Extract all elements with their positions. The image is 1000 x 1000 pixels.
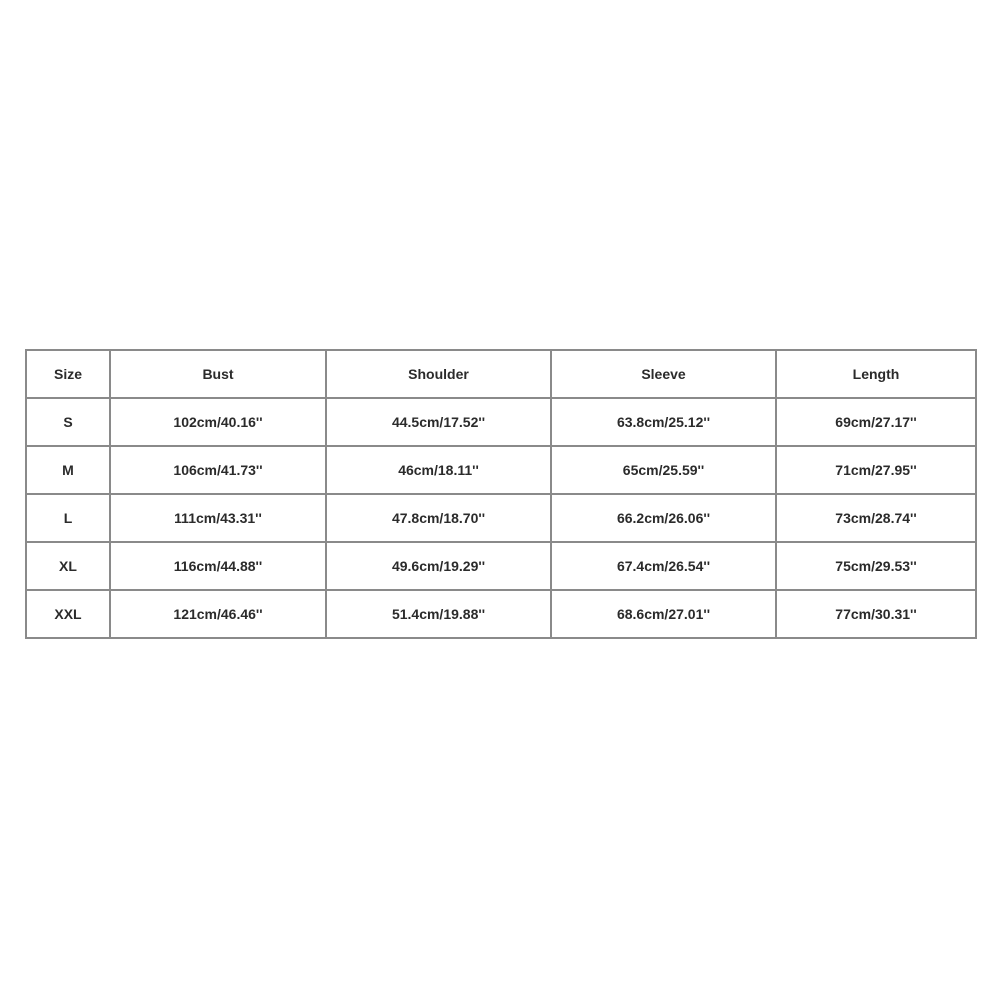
cell-sleeve: 67.4cm/26.54'' — [551, 542, 776, 590]
table-row — [26, 446, 976, 494]
cell-shoulder: 46cm/18.11'' — [326, 446, 551, 494]
cell-shoulder: 44.5cm/17.52'' — [326, 398, 551, 446]
cell-length: 69cm/27.17'' — [776, 398, 976, 446]
header-sleeve: Sleeve — [551, 350, 776, 398]
header-size: Size — [26, 350, 110, 398]
cell-size: M — [26, 446, 110, 494]
table-row — [26, 494, 976, 542]
table-row — [26, 542, 976, 590]
cell-sleeve: 66.2cm/26.06'' — [551, 494, 776, 542]
header-shoulder: Shoulder — [326, 350, 551, 398]
size-chart-table — [25, 349, 977, 639]
header-row — [26, 350, 976, 398]
cell-bust: 111cm/43.31'' — [110, 494, 326, 542]
cell-length: 73cm/28.74'' — [776, 494, 976, 542]
cell-bust: 102cm/40.16'' — [110, 398, 326, 446]
cell-length: 75cm/29.53'' — [776, 542, 976, 590]
table-body — [26, 398, 976, 638]
cell-sleeve: 63.8cm/25.12'' — [551, 398, 776, 446]
cell-shoulder: 51.4cm/19.88'' — [326, 590, 551, 638]
cell-bust: 106cm/41.73'' — [110, 446, 326, 494]
cell-size: XXL — [26, 590, 110, 638]
header-length: Length — [776, 350, 976, 398]
cell-length: 71cm/27.95'' — [776, 446, 976, 494]
cell-size: S — [26, 398, 110, 446]
cell-length: 77cm/30.31'' — [776, 590, 976, 638]
table-header — [26, 350, 976, 398]
cell-sleeve: 65cm/25.59'' — [551, 446, 776, 494]
cell-bust: 121cm/46.46'' — [110, 590, 326, 638]
table-row — [26, 398, 976, 446]
cell-size: L — [26, 494, 110, 542]
cell-shoulder: 47.8cm/18.70'' — [326, 494, 551, 542]
cell-size: XL — [26, 542, 110, 590]
cell-bust: 116cm/44.88'' — [110, 542, 326, 590]
table-row — [26, 590, 976, 638]
header-bust: Bust — [110, 350, 326, 398]
cell-shoulder: 49.6cm/19.29'' — [326, 542, 551, 590]
cell-sleeve: 68.6cm/27.01'' — [551, 590, 776, 638]
